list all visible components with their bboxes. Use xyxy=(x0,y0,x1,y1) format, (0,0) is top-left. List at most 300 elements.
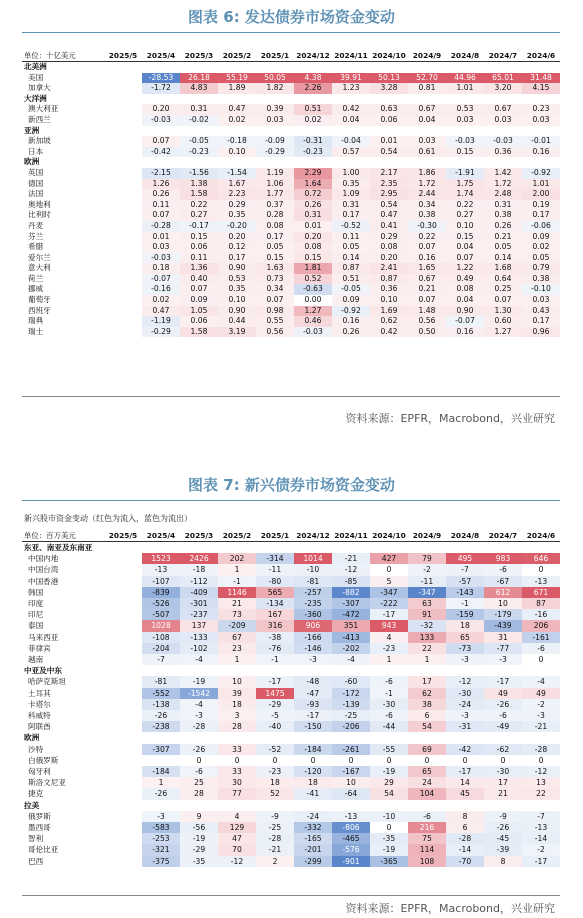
value-cell: 28 xyxy=(218,721,256,732)
value-cell: -120 xyxy=(294,766,332,777)
value-cell: -222 xyxy=(370,598,408,609)
table-header-row xyxy=(22,530,560,542)
value-cell: 0.08 xyxy=(294,242,332,253)
value-cell: -48 xyxy=(294,676,332,687)
value-cell xyxy=(104,136,142,147)
emerging-flows-table xyxy=(22,530,560,867)
value-cell: 33 xyxy=(218,744,256,755)
value-cell: 0.16 xyxy=(332,316,370,327)
value-cell: 0.41 xyxy=(370,221,408,232)
value-cell: 0.44 xyxy=(218,316,256,327)
value-cell: 0.26 xyxy=(332,327,370,338)
value-cell: -0.05 xyxy=(180,136,218,147)
value-cell: -133 xyxy=(180,632,218,643)
value-cell: 0.61 xyxy=(408,147,446,158)
value-cell: 54 xyxy=(408,721,446,732)
table-row xyxy=(22,73,560,84)
value-cell xyxy=(104,654,142,665)
value-cell: 114 xyxy=(408,844,446,855)
value-cell: 50.13 xyxy=(370,73,408,84)
value-cell: 1.30 xyxy=(484,306,522,317)
value-cell: -16 xyxy=(522,609,560,620)
value-cell: 0 xyxy=(310,755,316,765)
value-cell: 1.38 xyxy=(180,179,218,190)
value-cell xyxy=(104,115,142,126)
source-note: 资料来源：EPFR，Macrobond，兴业研究 xyxy=(345,412,555,425)
value-cell: 1.86 xyxy=(408,168,446,179)
group-row xyxy=(22,157,560,168)
value-cell: 47 xyxy=(218,833,256,844)
value-cell xyxy=(104,327,142,338)
table-row xyxy=(22,632,560,643)
value-cell: -13 xyxy=(522,576,560,587)
table-row xyxy=(22,168,560,179)
value-cell: -332 xyxy=(294,822,332,833)
value-cell: 316 xyxy=(256,620,294,631)
value-cell: 0.64 xyxy=(484,274,522,285)
column-header: 2025/1 xyxy=(260,531,290,540)
column-header: 2025/4 xyxy=(146,51,176,60)
value-cell: -409 xyxy=(180,587,218,598)
value-cell: -347 xyxy=(408,587,446,598)
value-cell xyxy=(104,104,142,115)
value-cell: -1.91 xyxy=(446,168,484,179)
table-row xyxy=(22,620,560,631)
value-cell: 0.17 xyxy=(332,210,370,221)
row-label: 新西兰 xyxy=(28,114,51,124)
value-cell: 2.23 xyxy=(218,189,256,200)
value-cell: 0.16 xyxy=(522,147,560,158)
column-header: 2024/12 xyxy=(296,51,330,60)
column-header: 2024/9 xyxy=(412,531,442,540)
table-row xyxy=(22,136,560,147)
value-cell: 3 xyxy=(218,710,256,721)
column-header: 2024/7 xyxy=(488,51,518,60)
value-cell: 1.58 xyxy=(180,327,218,338)
value-cell: 50.05 xyxy=(256,73,294,84)
value-cell: -17 xyxy=(522,856,560,867)
value-cell: -150 xyxy=(294,721,332,732)
value-cell xyxy=(104,587,142,598)
value-cell: -81 xyxy=(142,676,180,687)
value-cell: 0.03 xyxy=(484,115,522,126)
value-cell: 0.56 xyxy=(408,316,446,327)
row-label: 英国 xyxy=(28,167,44,177)
value-cell: 129 xyxy=(218,822,256,833)
value-cell: -1.54 xyxy=(218,168,256,179)
value-cell: 29 xyxy=(370,777,408,788)
value-cell xyxy=(104,676,142,687)
value-cell: 0.54 xyxy=(370,200,408,211)
table-row xyxy=(22,221,560,232)
value-cell: -14 xyxy=(446,844,484,855)
group-row xyxy=(22,800,560,811)
value-cell: -12 xyxy=(446,676,484,687)
row-label: 印度 xyxy=(28,599,44,609)
value-cell: -3 xyxy=(180,710,218,721)
row-label: 挪威 xyxy=(28,284,44,294)
value-cell: -172 xyxy=(332,688,370,699)
value-cell xyxy=(104,620,142,631)
row-label: 加拿大 xyxy=(28,83,51,93)
value-cell: 4 xyxy=(370,632,408,643)
value-cell: -60 xyxy=(332,676,370,687)
value-cell: -806 xyxy=(332,822,370,833)
value-cell: -360 xyxy=(294,609,332,620)
value-cell: 1.64 xyxy=(294,179,332,190)
value-cell: 1.58 xyxy=(180,189,218,200)
value-cell: 0.00 xyxy=(304,295,322,305)
group-label: 拉美 xyxy=(24,800,40,810)
value-cell xyxy=(104,316,142,327)
value-cell: 0.96 xyxy=(522,327,560,338)
value-cell: 0.16 xyxy=(408,253,446,264)
value-cell: -4 xyxy=(180,699,218,710)
value-cell: 25 xyxy=(180,777,218,788)
value-cell: 23 xyxy=(218,643,256,654)
value-cell: -12 xyxy=(332,564,370,575)
table-row xyxy=(22,721,560,732)
value-cell: 1.72 xyxy=(408,179,446,190)
value-cell: 0.02 xyxy=(218,115,256,126)
table-row xyxy=(22,699,560,710)
value-cell: -3 xyxy=(484,654,522,665)
value-cell xyxy=(104,295,142,306)
unit-label: 单位：百万美元 xyxy=(24,531,76,540)
row-label: 马来西亚 xyxy=(28,632,59,642)
value-cell: 77 xyxy=(218,788,256,799)
value-cell: 22 xyxy=(522,788,560,799)
value-cell: 0.07 xyxy=(142,136,180,147)
value-cell: 0.03 xyxy=(142,242,180,253)
value-cell: -0.02 xyxy=(180,115,218,126)
value-cell: 0.06 xyxy=(180,316,218,327)
group-label: 欧洲 xyxy=(24,157,40,167)
value-cell: 1.19 xyxy=(256,168,294,179)
value-cell: 0.05 xyxy=(332,242,370,253)
value-cell: 0.26 xyxy=(294,200,332,211)
row-label: 智利 xyxy=(28,834,44,844)
value-cell: 0.67 xyxy=(408,274,446,285)
value-cell: 0.02 xyxy=(142,295,180,306)
row-label: 日本 xyxy=(28,146,44,156)
value-cell: -882 xyxy=(332,587,370,598)
value-cell: -299 xyxy=(294,856,332,867)
table-row xyxy=(22,811,560,822)
value-cell xyxy=(104,856,142,867)
value-cell: -28 xyxy=(446,833,484,844)
value-cell: -6 xyxy=(408,811,446,822)
value-cell: -28 xyxy=(180,721,218,732)
table-body xyxy=(22,62,560,338)
value-cell: 38 xyxy=(408,699,446,710)
row-label: 中国内地 xyxy=(28,554,59,564)
value-cell: -138 xyxy=(142,699,180,710)
value-cell: -6 xyxy=(370,710,408,721)
value-cell: -0.92 xyxy=(522,168,560,179)
value-cell: 0.53 xyxy=(446,104,484,115)
value-cell: 2.26 xyxy=(294,83,332,94)
value-cell: 0.63 xyxy=(370,104,408,115)
table-row xyxy=(22,822,560,833)
value-cell: 1 xyxy=(218,564,256,575)
value-cell: -4 xyxy=(180,654,218,665)
value-cell: 49 xyxy=(522,688,560,699)
value-cell: -10 xyxy=(294,564,332,575)
value-cell: -19 xyxy=(180,676,218,687)
value-cell: 0.51 xyxy=(332,274,370,285)
value-cell: 1.09 xyxy=(332,189,370,200)
value-cell: 14 xyxy=(446,777,484,788)
group-row xyxy=(22,542,560,554)
value-cell xyxy=(104,242,142,253)
column-header: 2024/7 xyxy=(488,531,518,540)
value-cell: -17 xyxy=(446,766,484,777)
value-cell: 18 xyxy=(446,620,484,631)
value-cell: 4.83 xyxy=(180,83,218,94)
value-cell: 0 xyxy=(272,755,278,765)
value-cell: 1.27 xyxy=(484,327,522,338)
table-bottom-rule xyxy=(22,895,560,896)
row-label: 捷克 xyxy=(28,789,44,799)
value-cell: -41 xyxy=(294,788,332,799)
value-cell xyxy=(104,147,142,158)
value-cell: 1.65 xyxy=(408,263,446,274)
value-cell: -0.07 xyxy=(446,316,484,327)
value-cell: 69 xyxy=(408,744,446,755)
value-cell: -161 xyxy=(522,632,560,643)
row-label: 阿联酋 xyxy=(28,722,51,732)
value-cell: 52 xyxy=(256,788,294,799)
value-cell: 0.54 xyxy=(370,147,408,158)
value-cell: -7 xyxy=(522,811,560,822)
value-cell: 0.12 xyxy=(218,242,256,253)
value-cell: -3 xyxy=(446,654,484,665)
table-row xyxy=(22,643,560,654)
value-cell: -23 xyxy=(370,643,408,654)
value-cell: 0.90 xyxy=(218,306,256,317)
value-cell: 18 xyxy=(294,777,332,788)
value-cell: 0.35 xyxy=(218,210,256,221)
value-cell xyxy=(104,306,142,317)
value-cell: -30 xyxy=(484,766,522,777)
value-cell: -307 xyxy=(142,744,180,755)
value-cell xyxy=(104,253,142,264)
value-cell: 0.67 xyxy=(408,104,446,115)
value-cell: 495 xyxy=(446,553,484,564)
table-row xyxy=(22,104,560,115)
value-cell: 1.23 xyxy=(332,83,370,94)
value-cell: 427 xyxy=(370,553,408,564)
row-label: 新加坡 xyxy=(28,136,51,146)
value-cell: 2.44 xyxy=(408,189,446,200)
value-cell: -0.23 xyxy=(180,147,218,158)
value-cell: -1.56 xyxy=(180,168,218,179)
value-cell: -40 xyxy=(256,721,294,732)
value-cell: -0.10 xyxy=(522,284,560,295)
value-cell: 0.34 xyxy=(408,200,446,211)
value-cell: -3 xyxy=(294,654,332,665)
value-cell: -307 xyxy=(332,598,370,609)
value-cell: -52 xyxy=(256,744,294,755)
table-row xyxy=(22,564,560,575)
value-cell: 0.27 xyxy=(446,210,484,221)
column-header: 2025/2 xyxy=(222,531,252,540)
column-header: 2024/11 xyxy=(334,531,368,540)
value-cell: -38 xyxy=(256,632,294,643)
value-cell: 0.26 xyxy=(142,189,180,200)
value-cell: -64 xyxy=(332,788,370,799)
row-label: 中国台湾 xyxy=(28,565,59,575)
value-cell: 0.17 xyxy=(218,253,256,264)
value-cell: 30 xyxy=(218,777,256,788)
value-cell: 0 xyxy=(348,755,354,765)
value-cell: 133 xyxy=(408,632,446,643)
value-cell: -45 xyxy=(484,833,522,844)
value-cell: 0.46 xyxy=(294,316,332,327)
value-cell: -19 xyxy=(370,766,408,777)
value-cell: -57 xyxy=(446,576,484,587)
table-row xyxy=(22,295,560,306)
value-cell: 0.18 xyxy=(142,263,180,274)
value-cell: 10 xyxy=(332,777,370,788)
table-row xyxy=(22,179,560,190)
row-label: 斯洛文尼亚 xyxy=(28,778,66,788)
table-row xyxy=(22,788,560,799)
column-header: 2024/6 xyxy=(526,531,556,540)
value-cell: 0.07 xyxy=(484,295,522,306)
value-cell: 0.22 xyxy=(446,200,484,211)
value-cell: -17 xyxy=(370,609,408,620)
value-cell: -17 xyxy=(294,710,332,721)
value-cell: -10 xyxy=(370,811,408,822)
value-cell: -1 xyxy=(446,598,484,609)
value-cell xyxy=(104,609,142,620)
row-label: 中国香港 xyxy=(28,576,59,586)
value-cell: 0.05 xyxy=(256,242,294,253)
value-cell: 1.69 xyxy=(370,306,408,317)
group-row xyxy=(22,665,560,676)
value-cell xyxy=(104,189,142,200)
value-cell: 0.01 xyxy=(142,232,180,243)
table-row xyxy=(22,83,560,94)
row-label: 意大利 xyxy=(28,263,51,273)
value-cell: -206 xyxy=(332,721,370,732)
value-cell: -201 xyxy=(294,844,332,855)
value-cell xyxy=(142,755,180,766)
value-cell: -0.03 xyxy=(484,136,522,147)
value-cell: 0.36 xyxy=(484,147,522,158)
value-cell: -14 xyxy=(522,833,560,844)
column-header: 2025/4 xyxy=(146,531,176,540)
value-cell: 13 xyxy=(522,777,560,788)
value-cell: 0.07 xyxy=(142,210,180,221)
value-cell: -321 xyxy=(142,844,180,855)
table-row xyxy=(22,284,560,295)
value-cell: 0.20 xyxy=(370,253,408,264)
row-label: 法国 xyxy=(28,189,44,199)
value-cell: 206 xyxy=(522,620,560,631)
value-cell: -301 xyxy=(180,598,218,609)
value-cell: 0.27 xyxy=(180,210,218,221)
value-cell: 1146 xyxy=(218,587,256,598)
value-cell: -21 xyxy=(522,721,560,732)
value-cell: -134 xyxy=(256,598,294,609)
value-cell: -0.42 xyxy=(142,147,180,158)
value-cell: 0.55 xyxy=(256,316,294,327)
value-cell: -0.28 xyxy=(142,221,180,232)
value-cell: -184 xyxy=(294,744,332,755)
value-cell: -67 xyxy=(484,576,522,587)
value-cell: -21 xyxy=(332,553,370,564)
value-cell: 0.01 xyxy=(294,221,332,232)
value-cell xyxy=(104,822,142,833)
value-cell: 1 xyxy=(142,777,180,788)
value-cell xyxy=(104,232,142,243)
value-cell: 0.67 xyxy=(484,104,522,115)
value-cell: 1028 xyxy=(142,620,180,631)
value-cell: 0.42 xyxy=(370,327,408,338)
table-row xyxy=(22,115,560,126)
value-cell: -3 xyxy=(142,811,180,822)
value-cell: 17 xyxy=(484,777,522,788)
value-cell: 0.14 xyxy=(332,253,370,264)
value-cell: -6 xyxy=(370,676,408,687)
value-cell: 1.00 xyxy=(332,168,370,179)
value-cell: -0.23 xyxy=(294,147,332,158)
value-cell: 0.25 xyxy=(484,284,522,295)
value-cell xyxy=(104,710,142,721)
value-cell: 0.15 xyxy=(256,253,294,264)
value-cell: 0.04 xyxy=(446,242,484,253)
value-cell: 0.17 xyxy=(522,210,560,221)
value-cell: -73 xyxy=(446,643,484,654)
row-label: 瑞士 xyxy=(28,326,44,336)
value-cell: -165 xyxy=(294,833,332,844)
value-cell: 0.04 xyxy=(408,115,446,126)
row-label: 奥地利 xyxy=(28,199,51,209)
value-cell: 10 xyxy=(218,676,256,687)
value-cell: -526 xyxy=(142,598,180,609)
value-cell: -204 xyxy=(142,643,180,654)
value-cell: -143 xyxy=(446,587,484,598)
value-cell: -25 xyxy=(256,822,294,833)
value-cell: 0.11 xyxy=(180,253,218,264)
value-cell: 0.50 xyxy=(408,327,446,338)
value-cell: 0.03 xyxy=(256,115,294,126)
value-cell: -30 xyxy=(446,688,484,699)
value-cell: 65 xyxy=(446,632,484,643)
value-cell: 0.21 xyxy=(484,232,522,243)
value-cell: 0 xyxy=(538,655,544,665)
value-cell: 1523 xyxy=(142,553,180,564)
value-cell xyxy=(104,833,142,844)
row-label: 越南 xyxy=(28,655,44,665)
value-cell: 1 xyxy=(408,654,446,665)
value-cell: 0 xyxy=(386,823,392,833)
value-cell: 63 xyxy=(408,598,446,609)
value-cell xyxy=(104,210,142,221)
value-cell: 0.20 xyxy=(142,104,180,115)
value-cell: 0 xyxy=(196,755,202,765)
value-cell: -44 xyxy=(370,721,408,732)
value-cell: 0.15 xyxy=(294,253,332,264)
row-label: 丹麦 xyxy=(28,220,44,230)
value-cell: 9 xyxy=(180,811,218,822)
row-label: 澳大利亚 xyxy=(28,104,59,114)
value-cell: -80 xyxy=(256,576,294,587)
row-label: 匈牙利 xyxy=(28,767,51,777)
